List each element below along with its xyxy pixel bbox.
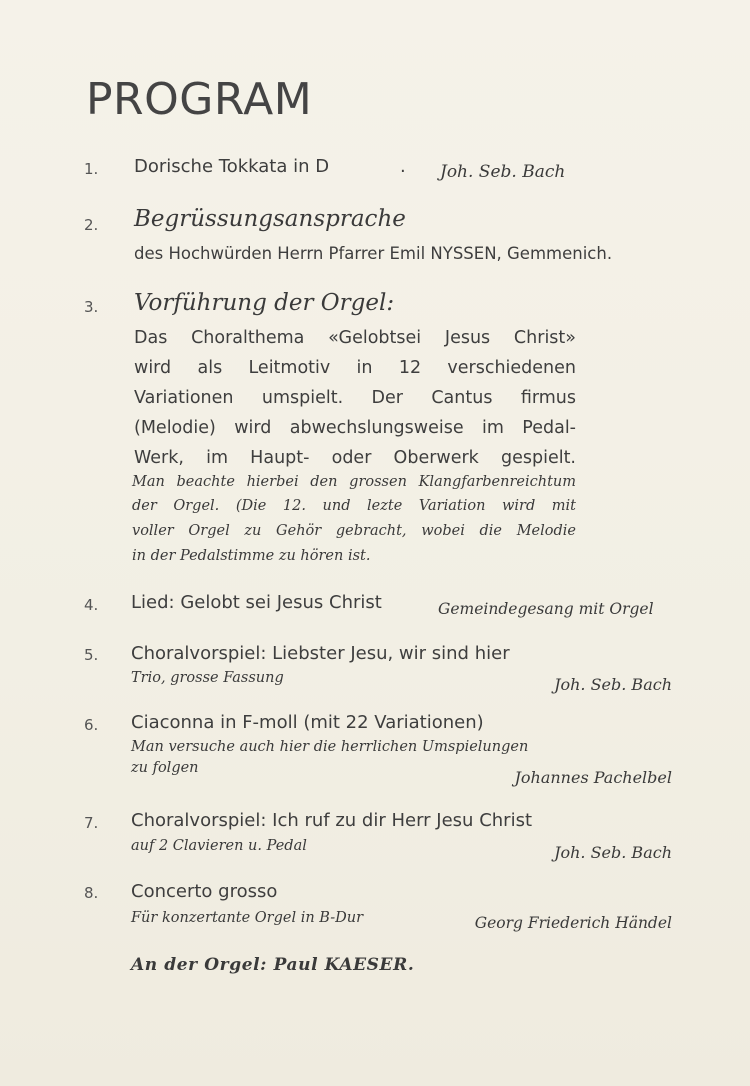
item-3-note-line: Man beachte hierbei den grossen Klangfarbenreichtum [132, 474, 576, 490]
item-7-detail: auf 2 Clavieren u. Pedal [131, 838, 307, 854]
organist-credit: An der Orgel: Paul KAESER. [131, 955, 415, 975]
item-3-note-line: der Orgel. (Die 12. und lezte Variation wird mit [132, 498, 576, 514]
item-6-title: Ciaconna in F-moll (mit 22 Variationen) [131, 712, 484, 733]
item-5-number: 5. [84, 646, 99, 664]
item-2-number: 2. [84, 216, 99, 234]
item-3-number: 3. [84, 298, 99, 316]
item-6-number: 6. [84, 716, 99, 734]
item-7-composer: Joh. Seb. Bach [554, 843, 672, 862]
item-3-body-line: Werk, im Haupt- oder Oberwerk gespielt. [134, 448, 576, 468]
item-4-title: Lied: Gelobt sei Jesus Christ [131, 592, 382, 613]
item-7-title: Choralvorspiel: Ich ruf zu dir Herr Jesu Christ [131, 810, 533, 831]
item-1-dot: . [400, 156, 406, 177]
item-2-detail: des Hochwürden Herrn Pfarrer Emil NYSSEN, Gemmenich. [134, 244, 613, 263]
item-3-body-line: (Melodie) wird abwechslungsweise im Pedal- [134, 418, 576, 438]
item-2-heading: Begrüssungsansprache [134, 206, 406, 232]
item-4-number: 4. [84, 596, 99, 614]
item-1-number: 1. [84, 160, 99, 178]
item-3-body-line: Variationen umspielt. Der Cantus firmus [134, 388, 576, 408]
item-5-composer: Joh. Seb. Bach [554, 675, 672, 694]
item-3-heading: Vorführung der Orgel: [134, 290, 395, 316]
item-5-detail: Trio, grosse Fassung [131, 670, 284, 686]
item-8-title: Concerto grosso [131, 881, 278, 902]
item-1-title: Dorische Tokkata in D [134, 156, 330, 177]
item-3-body-line: wird als Leitmotiv in 12 verschiedenen [134, 358, 576, 378]
item-8-detail: Für konzertante Orgel in B-Dur [131, 910, 364, 926]
item-7-number: 7. [84, 814, 99, 832]
item-6-detail-line: zu folgen [131, 760, 199, 776]
item-8-composer: Georg Friederich Händel [474, 914, 672, 932]
item-6-detail-line: Man versuche auch hier die herrlichen Umspielungen [131, 739, 529, 755]
item-8-number: 8. [84, 884, 99, 902]
item-3-note-line: in der Pedalstimme zu hören ist. [132, 548, 371, 564]
item-3-note-line: voller Orgel zu Gehör gebracht, wobei die Melodie [132, 523, 576, 539]
item-5-title: Choralvorspiel: Liebster Jesu, wir sind hier [131, 643, 510, 664]
item-4-composer: Gemeindegesang mit Orgel [438, 600, 654, 618]
item-3-body-line: Das Choralthema «Gelobtsei Jesus Christ» [134, 328, 576, 348]
page-title: PROGRAM [86, 74, 313, 125]
item-1-composer: Joh. Seb. Bach [440, 162, 566, 182]
item-6-composer: Johannes Pachelbel [514, 768, 672, 787]
